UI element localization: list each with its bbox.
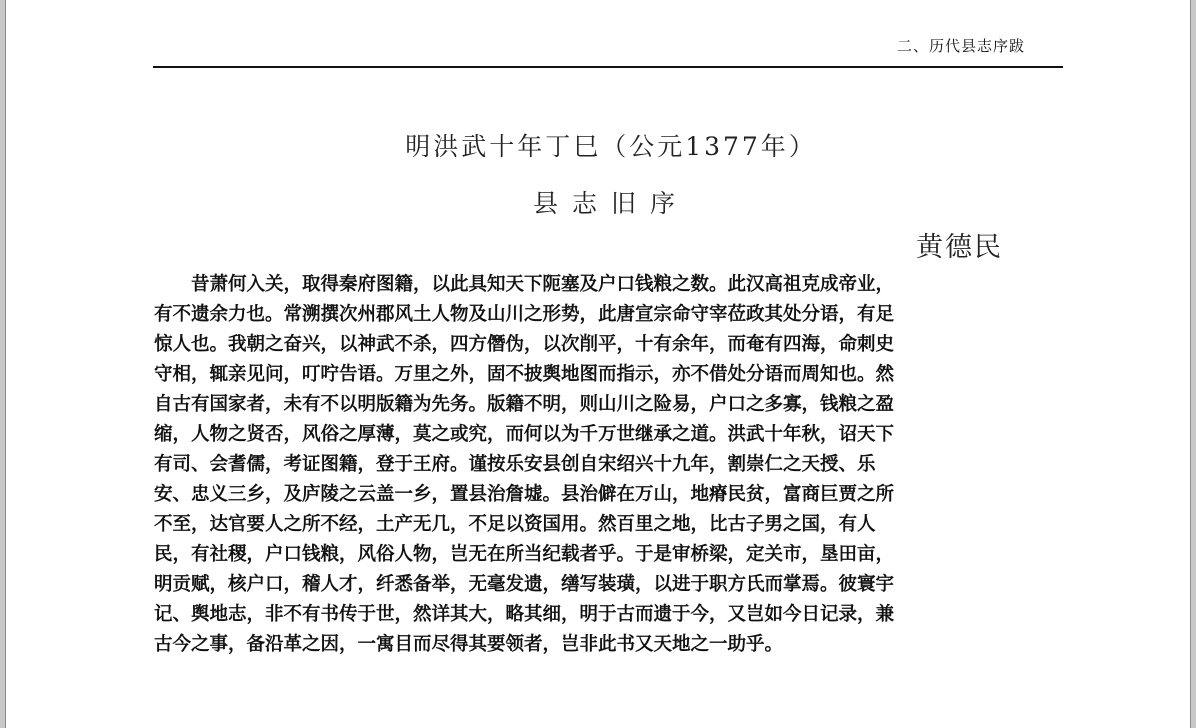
body-text bbox=[154, 270, 1066, 660]
body-line: 安、忠义三乡，及庐陵之云盖一乡，置县治詹墟。县治僻在万山，地瘠民贫，富商巨贾之所 bbox=[154, 484, 895, 505]
body-line: 记、舆地志，非不有书传于世，然详其大，略其细，明于古而遗于今，又岂如今日记录，兼 bbox=[154, 604, 895, 625]
body-line: 缩，人物之贤否，风俗之厚薄，莫之或究，而何以为千万世继承之道。洪武十年秋，诏天下 bbox=[154, 424, 895, 445]
running-head: 二、历代县志序跋 bbox=[896, 37, 1025, 55]
body-line: 民，有社稷，户口钱粮，风俗人物，岂无在所当纪载者乎。于是审桥梁，定关市，垦田亩， bbox=[154, 544, 895, 565]
body-line: 明贡赋，核户口，稽人才，纤悉备举，无毫发遗，缮写装璜，以进于职方氏而掌焉。彼寰宇 bbox=[154, 574, 895, 595]
body-line: 昔萧何入关，取得秦府图籍，以此具知天下阨塞及户口钱粮之数。此汉高祖克成帝业， bbox=[191, 274, 895, 295]
document-page bbox=[6, 0, 1190, 728]
right-window-edge bbox=[1190, 0, 1196, 728]
title-line-1: 明洪武十年丁巳（公元1377年） bbox=[405, 132, 817, 161]
header-rule bbox=[153, 66, 1063, 68]
body-line: 惊人也。我朝之奋兴，以神武不杀，四方僭伪，以次削平，十有余年，而奄有四海，命刺史 bbox=[154, 334, 895, 355]
body-line: 自古有国家者，未有不以明版籍为先务。版籍不明，则山川之险易，户口之多寡，钱粮之盈 bbox=[154, 394, 895, 415]
body-line: 有司、会耆儒，考证图籍，登于王府。谨按乐安县创自宋绍兴十九年，割崇仁之天授、乐 bbox=[154, 454, 876, 475]
body-line: 古今之事，备沿革之因，一寓目而尽得其要领者，岂非此书又天地之一助乎。 bbox=[154, 634, 784, 655]
body-line: 守相，辄亲见问，叮咛告语。万里之外，固不披舆地图而指示，亦不借处分语而周知也。然 bbox=[154, 364, 895, 385]
body-line: 有不遗余力也。常溯撰次州郡风土人物及山川之形势，此唐宣宗命守宰莅政其处分语，有足 bbox=[154, 304, 895, 325]
title-line-2: 县志旧序 bbox=[532, 189, 689, 218]
body-line: 不至，达官要人之所不经，土产无几，不足以资国用。然百里之地，比古子男之国，有人 bbox=[154, 514, 876, 535]
author-name: 黄德民 bbox=[916, 232, 1003, 263]
